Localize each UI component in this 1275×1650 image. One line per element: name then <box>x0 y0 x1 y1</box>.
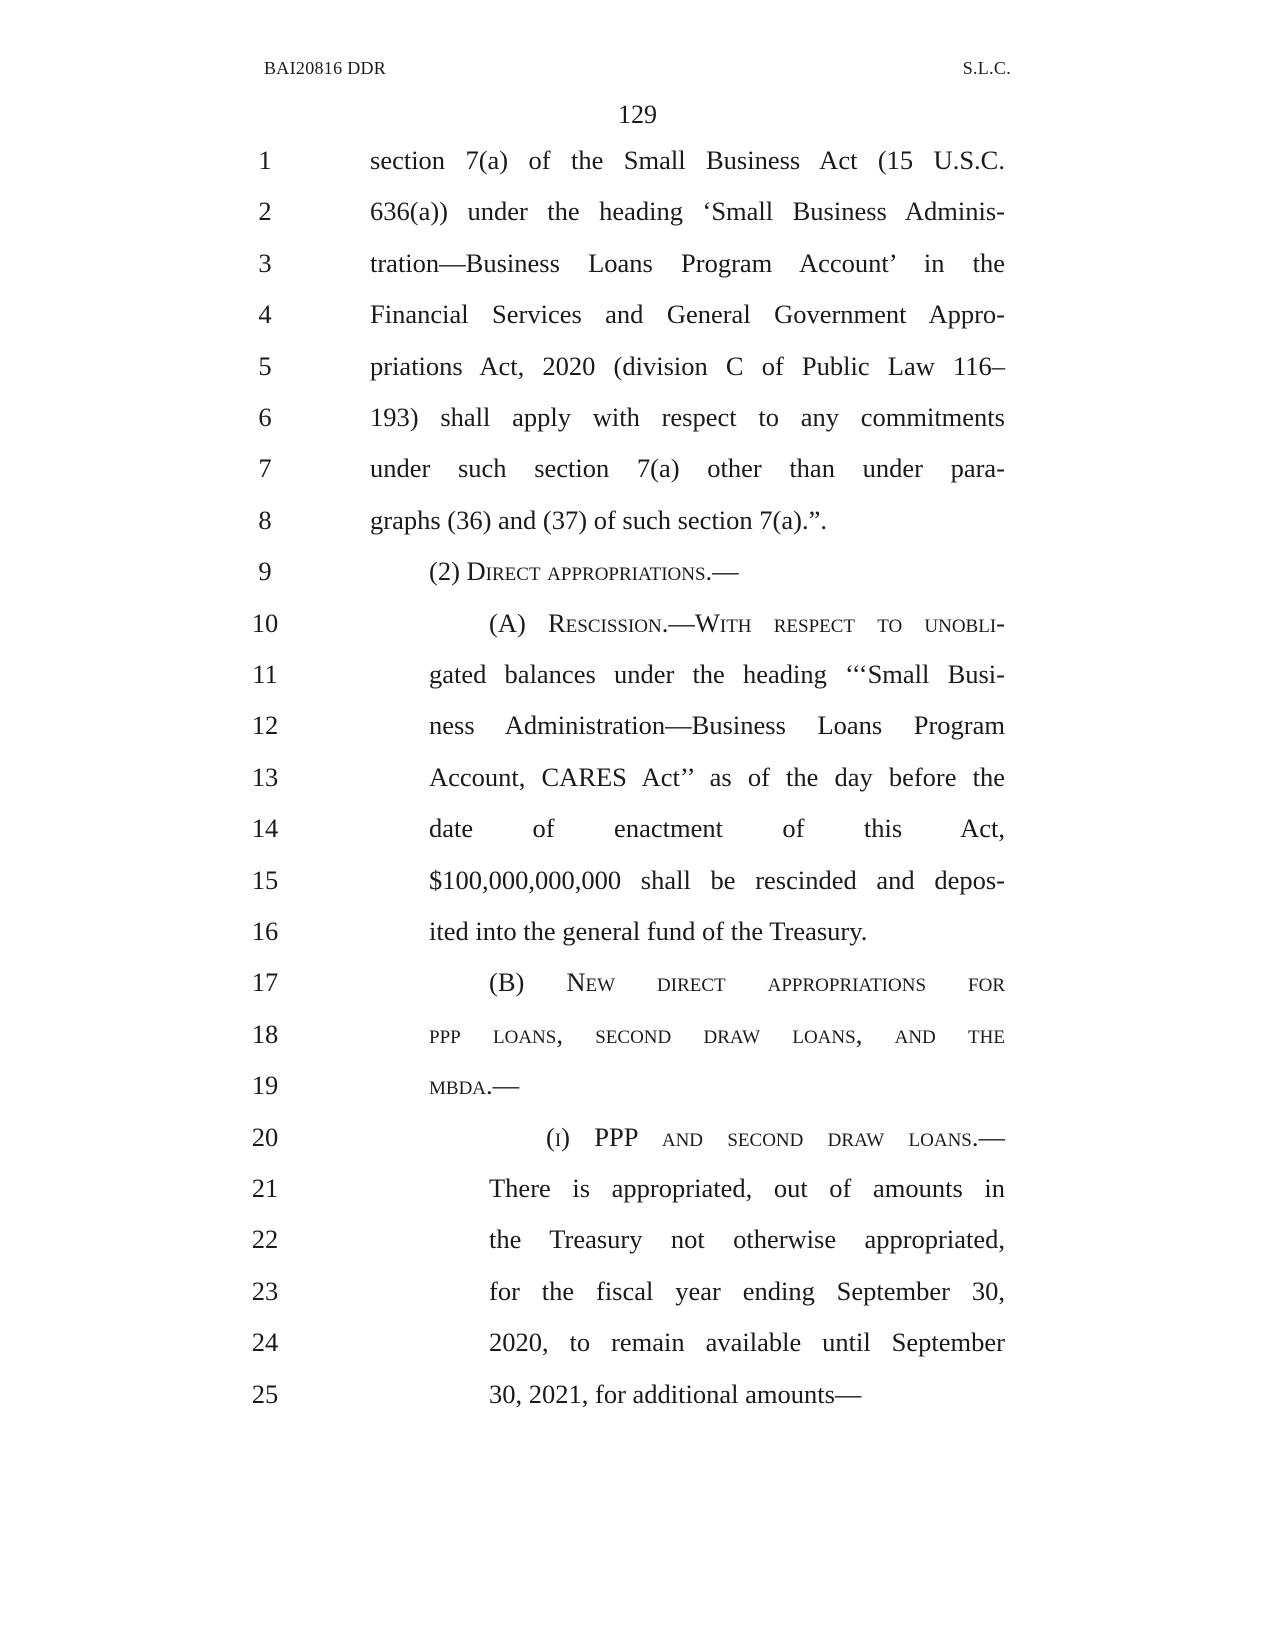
text-line <box>0 808 1275 848</box>
text-line <box>0 140 1275 180</box>
text-line <box>0 1117 1275 1157</box>
line-number: 8 <box>258 504 272 535</box>
line-number: 13 <box>251 761 279 792</box>
line-text: tration—Business Loans Program Account’ in the <box>370 247 1005 278</box>
line-text: the Treasury not otherwise appropriated, <box>489 1224 1005 1255</box>
text-line <box>0 911 1275 951</box>
line-number: 6 <box>258 402 272 432</box>
clause-heading: (i) PPP and second draw loans.— <box>546 1121 1005 1152</box>
text-line <box>0 705 1275 745</box>
line-number: 10 <box>251 607 279 638</box>
line-text: date of enactment of this Act, <box>429 813 1005 844</box>
text-line <box>0 654 1275 694</box>
line-text: section 7(a) of the Small Business Act (15 U.S.C. <box>370 145 1005 175</box>
line-text: gated balances under the heading ‘‘‘Small Busi- <box>429 659 1005 689</box>
text-line <box>0 1065 1275 1105</box>
text-line <box>0 1271 1275 1311</box>
line-number: 16 <box>251 916 279 946</box>
line-text: Financial Services and General Government Appro- <box>370 299 1005 330</box>
line-number: 11 <box>252 659 278 689</box>
line-number: 7 <box>258 453 272 484</box>
line-number: 17 <box>251 967 279 998</box>
subparagraph-heading: (B) New direct appropriations for <box>489 967 1005 998</box>
text-line <box>0 1219 1275 1259</box>
line-number: 18 <box>251 1018 279 1049</box>
line-text: under such section 7(a) other than under para- <box>370 453 1005 484</box>
text-line <box>0 962 1275 1002</box>
line-text: 30, 2021, for additional amounts— <box>489 1378 862 1409</box>
text-line <box>0 551 1275 591</box>
line-number: 15 <box>251 864 279 895</box>
line-number: 25 <box>251 1378 279 1409</box>
text-line <box>0 1168 1275 1208</box>
line-number: 19 <box>251 1070 279 1101</box>
text-line <box>0 1322 1275 1362</box>
line-number: 3 <box>258 247 272 278</box>
text-line <box>0 757 1275 797</box>
text-line <box>0 397 1275 437</box>
line-number: 21 <box>251 1173 279 1203</box>
line-number: 22 <box>251 1224 279 1255</box>
line-number: 2 <box>258 196 272 227</box>
line-text: There is appropriated, out of amounts in <box>489 1173 1005 1203</box>
paragraph-heading: (2) Direct appropriations.— <box>429 556 739 587</box>
line-number: 20 <box>251 1121 279 1152</box>
line-text: 193) shall apply with respect to any commitments <box>370 402 1005 432</box>
slc-marker: S.L.C. <box>962 58 1011 78</box>
document-id: BAI20816 DDR <box>264 58 387 78</box>
line-text: priations Act, 2020 (division C of Public Law 116– <box>370 350 1005 381</box>
line-number: 12 <box>251 710 279 741</box>
line-number: 5 <box>258 350 272 381</box>
subparagraph-heading: (A) Rescission.—With respect to unobli- <box>489 607 1005 638</box>
line-text: for the fiscal year ending September 30, <box>489 1275 1005 1306</box>
line-number: 24 <box>251 1327 279 1358</box>
text-line <box>0 500 1275 540</box>
text-line <box>0 191 1275 231</box>
line-number: 14 <box>251 813 279 844</box>
line-text: 636(a)) under the heading ‘Small Business Adminis- <box>370 196 1005 227</box>
text-line <box>0 860 1275 900</box>
text-line <box>0 346 1275 386</box>
subparagraph-heading: mbda.— <box>429 1070 520 1101</box>
line-text: ited into the general fund of the Treasury. <box>429 916 868 946</box>
line-text: ness Administration—Business Loans Program <box>429 710 1005 741</box>
line-number: 23 <box>251 1275 279 1306</box>
text-line <box>0 603 1275 643</box>
line-text: graphs (36) and (37) of such section 7(a).”. <box>370 504 827 535</box>
line-number: 4 <box>258 299 272 330</box>
text-line <box>0 1374 1275 1414</box>
text-line <box>0 294 1275 334</box>
line-text: Account, CARES Act’’ as of the day before the <box>429 761 1005 792</box>
text-line <box>0 448 1275 488</box>
line-text: 2020, to remain available until September <box>489 1327 1005 1358</box>
text-line <box>0 1014 1275 1054</box>
text-line <box>0 243 1275 283</box>
line-text: $100,000,000,000 shall be rescinded and depos- <box>429 864 1005 895</box>
line-number: 9 <box>258 556 272 587</box>
page-number: 129 <box>618 100 657 129</box>
line-number: 1 <box>258 145 272 175</box>
subparagraph-heading: ppp loans, second draw loans, and the <box>429 1018 1005 1049</box>
